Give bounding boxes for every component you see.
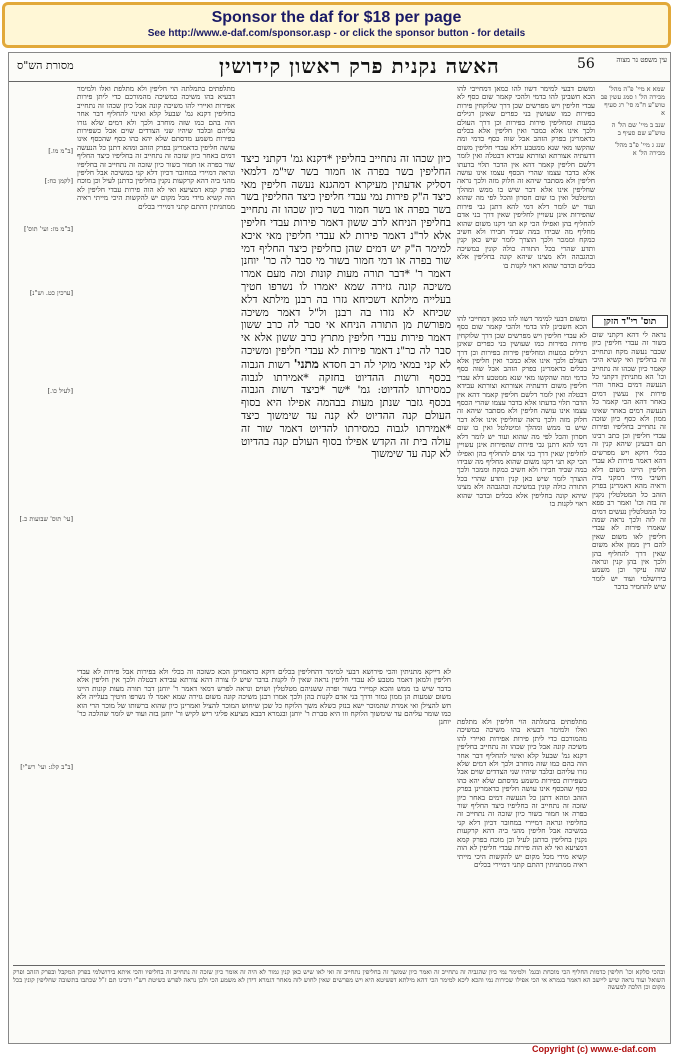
masoret-entry: [ב"ב קלג: ועי' רש"י] [20,763,73,771]
header-divider [9,81,670,82]
sponsor-banner-subtitle[interactable]: See http://www.e-daf.com/sponsor.asp - or click the sponsor button - for details [147,28,526,39]
mishna-label: מתני' [293,356,319,371]
masoret-entry: [ב"מ מו.] [48,147,73,155]
copyright-notice[interactable]: Copyright (c) www.e-daf.com [532,1044,657,1054]
page-title: האשה נקנית פרק ראשון קידושין [219,54,500,78]
page-header [9,53,670,81]
lower-commentary-right: מתלפתים בתמלתה הוי חליפין ולא מתלפת ואלו ולמימר דבעיא בהו משיכה כמשיכה מהמורכם כדי ליתן פירות אפירות ואיירי להו משיכה קונה אבל כיון שכהו זה נתחייב בחליפין דקנא גמ' שבעל קלא ואינוי להחליף דבר אחר הוה בהם כמו שזה מוחרב ולכך ולא דמים שלא גזרו עליהם ובלבד שיהיו שני הצדדים שוים אבל כשפירות בפירות משמע מדסתם שלא יהא כהו כסף שהכסף אינו עושה חליפין כדאמרינן בפרק הזהב ומהא דתנן כל הנעשה דמים באחר כיון שזכה זה נתחייב זה בחליפיו כיצד החליף שור בפרה או חמור בשור כיון שזכה זה נתחייב זה בחליפיו ונראה דמיירי במחובר דכיון דלא קני במשיכה אבל חליפין מהני ביה דהא קרקעות נקנין בחליפין כדתנן לעיל וכן מוכח בפרק קמא דמציעא ואי לא הוה פירות עבדי חליפין לא הוה קשיא מידי מכל מקום יש להקשות היכי מייתי ראיה ממתניתין דהתם קתני דמיירי בכלים [457,718,587,869]
rashi-column: מתלפתים בתמלתה הוי חליפין ולא מתלפת ואלו ולמימר דבעיא בהו משיכה כמשיכה מהמורכם כדי ליתן פירות אפירות ואיירי להו משיכה קונה אבל כיון שכהו זה נתחייב בחליפין דקנא גמ' שבעל קלא ואינוי להחליף דבר אחר הוה בהם כמו שזה מוחרב ולכך ולא דמים שלא גזרו עליהם ובלבד שיהיו שני הצדדים שוים אבל כשפירות בפירות משמע מדסתם שלא יהא כהו כסף שהכסף אינו עושה חליפין כדאמרינן בפרק הזהב ומהא דתנן כל הנעשה דמים באחר כיון שזכה זה נתחייב זה בחליפיו כיצד החליף שור בפרה או חמור בשור כיון שזכה זה נתחייב זה בחליפיו ונראה דמיירי במחובר דכיון דלא קני במשיכה אבל חליפין מהני ביה דהא קרקעות נקנין בחליפין כדתנן לעיל וכן מוכח בפרק קמא דמציעא ואי לא הוה פירות עבדי חליפין לא הוה קשיא מידי מכל מקום יש להקשות היכי מייתי ראיה ממתניתין דהתם קתני דמיירי בכלים [77,85,235,211]
page-number: 56 [577,56,595,72]
sponsor-banner[interactable] [2,2,671,48]
masoret-entry: [ב"מ מז: ועי' תוס'] [23,225,73,233]
masoret-entry: [ערכין כט. וש"נ] [29,289,73,297]
mishna-text: רשות הגבוה בכסף ורשות ההדיוט בחזקה *אמירתו לגבוה כמסירתו להדיוט: גמ' *שר *כיצד רשות הגבוה בכסף גזבר שנתן מעות בבהמה אפילו היא בסוף העולם קנה ההדיוט לא קנה עד שימשוך כיצד *אמירתו לגבוה כמסירתו להדיוט דאמר שור זה עולה בית זה הקדש אפילו בסוף העולם קנה בהדיוט לא קנה עד שימשוך [241,358,451,461]
footer-divider [13,965,665,966]
footer-notes: ובהכי סלקא וכו' חליפין כדמות החליף הכי מוכחת ובגמ' ולמימר נמי כיון שהגביה זה נתחייב זה ואמר כיון שמשך זה בחליפין נתחייב זה ואי לאו שיש כאן קנין גמור לא היה זה אומר כיון שזכה זה נתחייב זה בחליפיו והכי איתא בירושלמי בפרק המקבל ובפרק הזהב ופרק השואל ועוד נראה שיש ליישב הא דאמר בגמרא אי הכי אפילו שכירות נמי והכא ליכא למימר הכי דהא מילתא דפשיטא היא ויש מפרשים שאין לחוש לזה מאחר דגמרא דידן לא משמע הכי ולכן נראה לפרש כשיטת רש"י ורבינו תם ז"ל שכתבו בתשובה שחליפין קונין בכל מקום וכן הלכה למעשה [13,969,665,992]
masoret-margin [13,147,73,771]
ein-mishpat-entry: שנב ב מיי' שם הל' ה טוש"ע שם סעיף ב [611,121,665,137]
gemara-text-block [241,153,451,663]
ein-mishpat-entry: שמא א מיי' פ"ה מהל' מכירה הל' ו סמג עשין פב טוש"ע ח"מ סי' רג סעיף א [600,85,665,117]
lower-commentary-left: לא דייקא מתניתין והכי פירושא דבעי למימר דהחליפין בכלים דוקא כדאמרינן הכא כשזכה זה בכלי ולא בפירות אבל פירות לא עבדי חליפין ולמאן דאמר מטבע לא עבדי חליפין נראה שאין לו לקנות בדבר שיש לו צורה דהא צורתא עבידא דבטלה ולכך אין חליפין אלא בדבר שיש בו ממש והכא קמיירי בשור ופרה ששניהם מטלטלין ושוים ונראה לפרש דמאי דאמר ר' יוחנן דבר תורה מעות קונות היינו משום שמעות הן ממון גמור ודרך בני אדם לקנות בהן ולכך אמרו רבנן משיכה קונה משום גזירה שמא יאמר לו נשרפו חיטיך בעלייה ולא חש להצילן ואי אמרת שהמוכר ישא בנזק כשלא משך הלוקח כל שכן שיחוש המוכר להציל ואמרינן כיון שהוא ברשותו של מוכר הרי הוא כמו שומר עליהם עד שימשוך הלוקח וזו היא סברת ר' יוחנן ובגמרא דבבא מציעא פליגי ריש לקיש ור' יוחנן בזה ועוד יש לומר שהלכה כר' יוחנן [77,668,451,727]
gemara-text: כיון שכהו זה נתחייב בחליפין *דקנא גמ' דקתני כיצד החליפין בשר בפרה או חמור בשר שי"מ דלמאי דסליק אדעתין מעיקרא דמהגנא נעשה חליפין מאי כיצד ה"ק פירות נמי עבדי חליפין כיצד החליפין בשר בשר בפרה או בשר חמור בשר כיון שכהו זה נתחייב בחליפין הניחא לרב ששון דאמר פירות עבדי חליפין אלא לר"נ דאמר פירות לא עבדי חליפין מאי איכא למימר ה"ק יש דמים שהן כחליפין כיצד החליף דמי שור בפרה או דמי חמור בשור מי סבר לה כר' יוחנן דאמר ר' *דבר תורה מעות קונות ומה מעם אמרו משיכה קונה גזירה שמא יאמרו לו נשרפו חטיך בעלייה מילתא דשכיחא גזרו בה רבנן מילתא דלא שכיחא לא גזרו בה רבנן ול"ל דאמר משיכה מפורשת מן התורה הניחא אי סבר לה כרב ששון דאמר פירות עבדי חליפין מתרץ כרב ששון אלא אי סבר לה כר"נ דאמר פירות לא עבדי חליפין ומשיכה לא קני במאי מוקי לה רב חסדא [241,153,451,371]
ri-hazaken-column: נראה לי דהא דקתני שום בשור זה עבדי חליפין כיון שכבר נעשה מקח ונתחייב זה בחליפין ואי קשיא היכי קאמר כיון שכהו זה נתחייב וכו' הא מתניתין דקתני כל הנעשה דמים באחר והרי פירות אין נעשין דמים באחר דהא הכי קאמר כל הנעשה דמים באחר שאינו ממון ולא כסף כיון שזכה זה נתחייב בחליפיו ופירות עבדי חליפין וכן כתב רבינו תם דבעינן שיהא קנין זה בכלי דוקא ויש מפרשים דהא דאמר פירות לא עבדי חליפין היינו משום דלא חשיבי מידי דמקני ביה וראיה מהא דאמרינן בפרק הזהב כל המטלטלין נקנין זה בזה וכו' ואמר רב פפא כל המטלטלין נעשים דמים זה לזה ולכך נראה שמה שאמרו פירות לא עבדי חליפין לאו משום שאין להם דין ממון אלא משום שאין דרך להחליף בהן ולכך אין בהן קנין ונראה שזה עיקר וכן משמע בירושלמי ועוד יש לומר שיש להחמיר בדבר [592,331,666,592]
ein-mishpat-entry: שנג ג מיי' פ"ב מהל' מכירה הל' א [614,141,665,157]
ein-mishpat-margin [599,85,665,157]
masoret-entry: [לקמן כח:] [44,177,73,185]
tosafot-column-middle: ומשום דבעי למימר דשוו להו כמאן דמחייבי להו הכא חשבינן להו בדמי ולהכי קאמר שום כסף לא עבדי חליפין ויש מפרשים שכן דרך שלוקחין פירות בפירות כמו שעושין בני כפרים שאינן רגילים במעות ומחליפין פירות בפירות וכן דרך העולם ולכך אינו אלא כמכר ואין חליפין אלא בכלים כדאמרינן בפרק הזהב אבל שוה כסף כדמי ומה שהקשו מאי שנא ממטבע דלא עבדי חליפין משום דדעתיה אצורתא וצורתא עבידא דבטלה ואין לומר דלשם חליפין קאמר דהא אין הדבר תלוי בדעתו אלא בדבר עצמו שהרי הכסף עצמו אינו עושה חליפין ולא מסתבר שיהא זה חלוק מזה ולכך נראה שחליפין אינו אלא דבר שיש בו ממש ומהלך ומיטלטל ואין בו שום חסרון והכל לפי מה שהוא ועוד יש לומר דלא דמי להא דתנן גבי פירות שהפירות אינן עשויין לחליפין שאין דרך בני אדם להחליף בהן ואפילו הכי קא תני דקנו משום שהוא מחליף מה שבידו במה שביד חבירו ולא חשיב כמקח וממכר ולכך הוצרך לומר שיש כאן קנין ותדע שהרי בכל התורה כולה קונין במשיכה ובהגבהה ולא מצינו שיהא קונה בחליפין אלא בכלים ובדבר שהוא ראוי לקנות בו [457,315,587,508]
masoret-hashas-label: מסורת הש"ס [17,59,74,72]
tosafot-column-upper: ומשום דבעי למימר דשוו להו כמאן דמחייבי להו הכא חשבינן להו בדמי ולהכי קאמר שום כסף לא עבדי חליפין ויש מפרשים שכן דרך שלוקחין פירות בפירות כמו שעושין בני כפרים שאינן רגילים במעות ומחליפין פירות בפירות וכן דרך העולם ולכך אינו אלא כמכר ואין חליפין אלא בכלים כדאמרינן בפרק הזהב אבל שוה כסף כדמי ומה שהקשו מאי שנא ממטבע דלא עבדי חליפין משום דדעתיה אצורתא וצורתא עבידא דבטלה ואין לומר דלשם חליפין קאמר דהא אין הדבר תלוי בדעתו אלא בדבר עצמו שהרי הכסף עצמו אינו עושה חליפין ולא מסתבר שיהא זה חלוק מזה ולכך נראה שחליפין אינו אלא דבר שיש בו ממש ומהלך ומיטלטל ואין בו שום חסרון והכל לפי מה שהוא ועוד יש לומר דלא דמי להא דתנן גבי פירות שהפירות אינן עשויין לחליפין שאין דרך בני אדם להחליף בהן ואפילו הכי קא תני דקנו משום שהוא מחליף מה שבידו במה שביד חבירו ולא חשיב כמקח וממכר ולכך הוצרך לומר שיש כאן קנין ותדע שהרי בכל התורה כולה קונין במשיכה ובהגבהה ולא מצינו שיהא קונה בחליפין אלא בכלים ובדבר שהוא ראוי לקנות בו [457,85,595,270]
talmud-page [8,52,671,1044]
commentary-title: תוס' רי"ד הזקן [592,315,668,328]
masoret-entry: [עי' תוס' שבועות כ.] [19,515,73,523]
ein-mishpat-label: עין משפט נר מצוה [616,56,667,64]
masoret-entry: [לעיל כו.] [47,387,73,395]
sponsor-banner-title[interactable]: Sponsor the daf for $18 per page [211,9,462,26]
